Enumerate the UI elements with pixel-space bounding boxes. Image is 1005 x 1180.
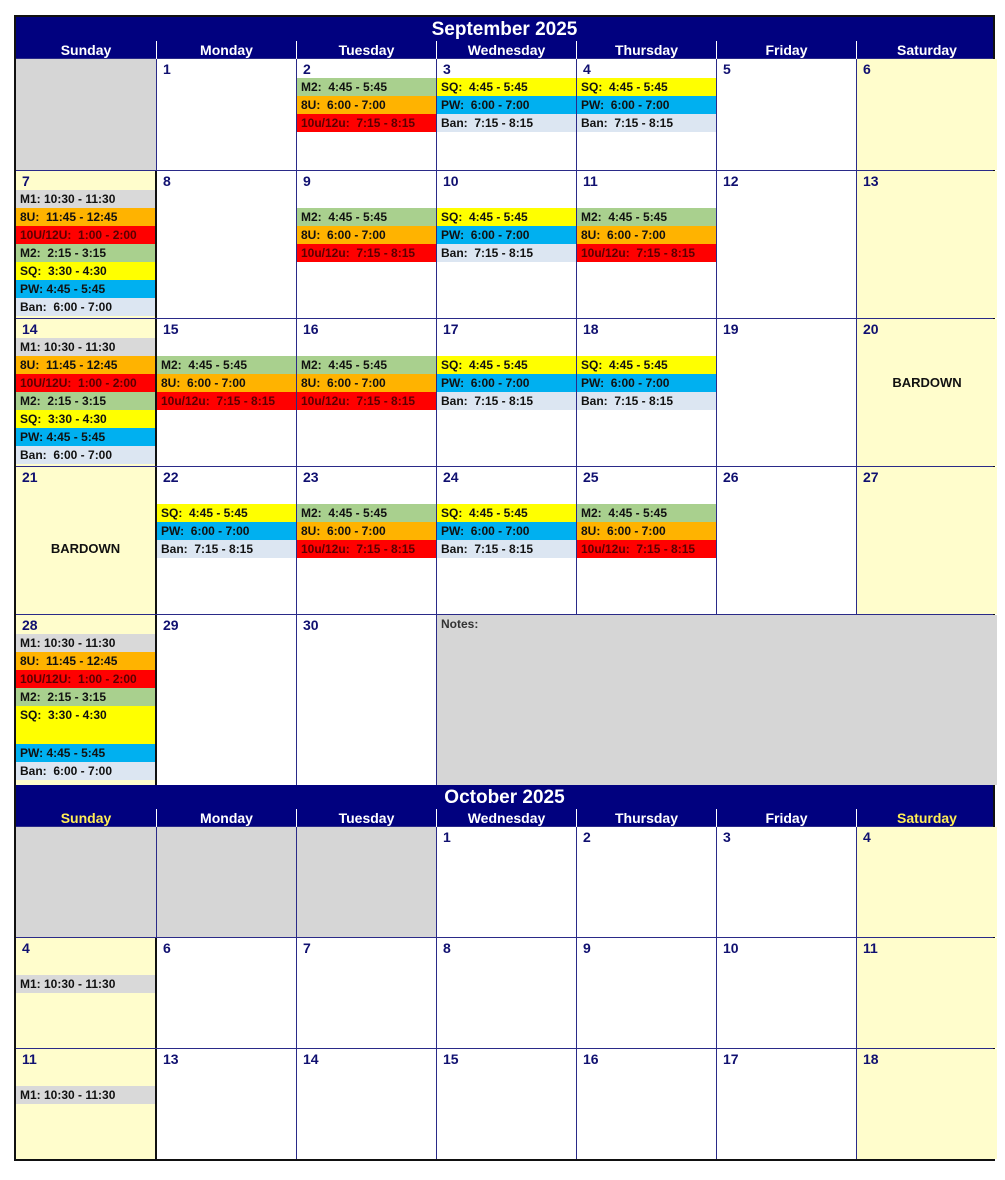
schedule-entry: 10u/12u: 7:15 - 8:15 [577, 540, 716, 558]
schedule-entry: SQ: 4:45 - 5:45 [437, 208, 576, 226]
schedule-entry: 8U: 6:00 - 7:00 [297, 522, 436, 540]
schedule-entry: SQ: 4:45 - 5:45 [157, 504, 296, 522]
day-number: 22 [163, 469, 179, 485]
schedule-entry: Ban: 7:15 - 8:15 [437, 114, 576, 132]
empty-day-cell [16, 827, 157, 937]
day-number: 5 [723, 61, 731, 77]
weekday-header-monday: Monday [157, 41, 297, 59]
weekday-header-tuesday: Tuesday [297, 41, 437, 59]
schedule-entry: PW: 4:45 - 5:45 [16, 280, 155, 298]
day-number: 20 [863, 321, 879, 337]
day-cell [157, 938, 297, 1048]
day-cell [717, 938, 857, 1048]
day-cell [297, 615, 437, 785]
day-number: 11 [863, 940, 878, 956]
schedule-entry: SQ: 4:45 - 5:45 [577, 78, 716, 96]
schedule-entry: M2: 4:45 - 5:45 [157, 356, 296, 374]
weekday-header-thursday: Thursday [577, 809, 717, 827]
schedule-entry: 10u/12u: 7:15 - 8:15 [297, 244, 436, 262]
day-number: 17 [723, 1051, 739, 1067]
schedule-entry: SQ: 4:45 - 5:45 [437, 356, 576, 374]
day-number: 27 [863, 469, 879, 485]
weekday-header-friday: Friday [717, 41, 857, 59]
schedule-entry: M2: 2:15 - 3:15 [16, 244, 155, 262]
week-row [16, 826, 993, 937]
day-cell [16, 938, 157, 1048]
day-number: 29 [163, 617, 179, 633]
day-number: 3 [723, 829, 731, 845]
schedule-entry: 10U/12U: 1:00 - 2:00 [16, 226, 155, 244]
calendar [14, 15, 995, 1161]
schedule-entry: 8U: 6:00 - 7:00 [157, 374, 296, 392]
day-cell [297, 1049, 437, 1159]
day-cell [857, 1049, 997, 1159]
day-cell [297, 59, 437, 170]
week-row [16, 318, 993, 466]
day-cell [857, 827, 997, 937]
weekday-header-monday: Monday [157, 809, 297, 827]
day-cell [297, 171, 437, 318]
schedule-entry: SQ: 4:45 - 5:45 [437, 504, 576, 522]
empty-day-cell [16, 59, 157, 170]
day-number: 30 [303, 617, 319, 633]
schedule-entry: SQ: 4:45 - 5:45 [577, 356, 716, 374]
weekday-header-saturday: Saturday [897, 810, 957, 826]
schedule-entry: PW: 6:00 - 7:00 [157, 522, 296, 540]
schedule-entry: 8U: 6:00 - 7:00 [297, 96, 436, 114]
weekday-header-sunday: Sunday [16, 809, 157, 827]
day-number: 1 [163, 61, 171, 77]
schedule-entry: 10u/12u: 7:15 - 8:15 [577, 244, 716, 262]
day-cell [157, 59, 297, 170]
schedule-entry: PW: 6:00 - 7:00 [437, 96, 576, 114]
day-number: 6 [163, 940, 171, 956]
month-title: October 2025 [16, 785, 993, 809]
day-cell [857, 59, 997, 170]
day-number: 21 [22, 469, 38, 485]
day-number: 8 [163, 173, 171, 189]
day-number: 19 [723, 321, 739, 337]
schedule-entry: M1: 10:30 - 11:30 [16, 190, 155, 208]
day-number: 16 [303, 321, 319, 337]
schedule-entry: Ban: 6:00 - 7:00 [16, 446, 155, 464]
event-note: BARDOWN [892, 375, 962, 390]
day-cell [857, 467, 997, 614]
day-cell [577, 827, 717, 937]
day-cell [717, 171, 857, 318]
day-cell [857, 938, 997, 1048]
day-cell [437, 938, 577, 1048]
weekday-header-saturday: Saturday [897, 42, 957, 58]
schedule-entry: Ban: 7:15 - 8:15 [577, 114, 716, 132]
day-number: 11 [583, 173, 598, 189]
schedule-entry: PW: 4:45 - 5:45 [16, 428, 155, 446]
day-number: 15 [443, 1051, 459, 1067]
week-row [16, 170, 993, 318]
day-cell [577, 171, 717, 318]
day-number: 2 [583, 829, 591, 845]
schedule-entry: M2: 4:45 - 5:45 [297, 78, 436, 96]
day-cell [297, 319, 437, 466]
schedule-entry: SQ: 4:45 - 5:45 [437, 78, 576, 96]
schedule-entry: Ban: 7:15 - 8:15 [437, 244, 576, 262]
day-cell [717, 827, 857, 937]
day-cell [717, 59, 857, 170]
schedule-entry: M2: 2:15 - 3:15 [16, 688, 155, 706]
day-cell [577, 59, 717, 170]
day-number: 16 [583, 1051, 599, 1067]
day-number: 1 [443, 829, 451, 845]
schedule-entry: SQ: 3:30 - 4:30 [16, 410, 155, 428]
schedule-entry: M1: 10:30 - 11:30 [16, 338, 155, 356]
schedule-entry: 8U: 6:00 - 7:00 [297, 226, 436, 244]
day-cell [16, 467, 157, 614]
schedule-entry: M1: 10:30 - 11:30 [16, 634, 155, 652]
schedule-entry: PW: 6:00 - 7:00 [437, 374, 576, 392]
weekday-header-wednesday: Wednesday [437, 809, 577, 827]
schedule-entry: SQ: 3:30 - 4:30 [16, 262, 155, 280]
day-number: 7 [22, 173, 30, 189]
schedule-entry: M2: 4:45 - 5:45 [297, 504, 436, 522]
day-number: 10 [723, 940, 739, 956]
schedule-entry: 10u/12u: 7:15 - 8:15 [157, 392, 296, 410]
weekday-header-row [16, 809, 993, 826]
day-cell [577, 467, 717, 614]
day-cell [157, 1049, 297, 1159]
weekday-header-row [16, 41, 993, 58]
day-number: 2 [303, 61, 311, 77]
day-cell [437, 827, 577, 937]
day-cell [577, 319, 717, 466]
day-number: 13 [163, 1051, 179, 1067]
schedule-entry: 10u/12u: 7:15 - 8:15 [297, 114, 436, 132]
weekday-header-friday: Friday [717, 809, 857, 827]
week-row [16, 466, 993, 614]
notes-area [437, 615, 997, 785]
schedule-entry: PW: 4:45 - 5:45 [16, 744, 155, 762]
schedule-entry: Ban: 7:15 - 8:15 [157, 540, 296, 558]
schedule-entry: 8U: 11:45 - 12:45 [16, 208, 155, 226]
day-cell [157, 615, 297, 785]
day-cell [717, 1049, 857, 1159]
schedule-entry: SQ: 3:30 - 4:30 [16, 706, 155, 744]
schedule-entry: 10U/12U: 1:00 - 2:00 [16, 374, 155, 392]
schedule-entry: Ban: 7:15 - 8:15 [577, 392, 716, 410]
day-cell [16, 615, 157, 785]
week-row [16, 58, 993, 170]
day-cell [717, 467, 857, 614]
day-cell [297, 938, 437, 1048]
weekday-header-sunday: Sunday [16, 41, 157, 59]
day-number: 17 [443, 321, 459, 337]
day-number: 9 [583, 940, 591, 956]
event-note: BARDOWN [50, 541, 121, 556]
schedule-entry: Ban: 6:00 - 7:00 [16, 298, 155, 316]
day-cell [717, 319, 857, 466]
day-number: 25 [583, 469, 599, 485]
schedule-entry: M2: 4:45 - 5:45 [297, 356, 436, 374]
schedule-entry: 8U: 11:45 - 12:45 [16, 652, 155, 670]
day-number: 23 [303, 469, 319, 485]
week-row [16, 614, 993, 785]
day-number: 14 [22, 321, 38, 337]
schedule-entry: M2: 4:45 - 5:45 [297, 208, 436, 226]
day-cell [437, 467, 577, 614]
day-number: 10 [443, 173, 459, 189]
schedule-entry: 10u/12u: 7:15 - 8:15 [297, 540, 436, 558]
day-cell [157, 319, 297, 466]
day-cell [437, 1049, 577, 1159]
schedule-entry: M2: 4:45 - 5:45 [577, 504, 716, 522]
day-number: 26 [723, 469, 739, 485]
schedule-entry: 8U: 6:00 - 7:00 [577, 522, 716, 540]
day-number: 12 [723, 173, 739, 189]
empty-day-cell [157, 827, 297, 937]
day-cell [857, 319, 997, 466]
empty-day-cell [297, 827, 437, 937]
schedule-entry: 8U: 6:00 - 7:00 [577, 226, 716, 244]
schedule-entry: 10U/12U: 1:00 - 2:00 [16, 670, 155, 688]
schedule-entry: PW: 6:00 - 7:00 [577, 374, 716, 392]
day-cell [157, 171, 297, 318]
day-number: 18 [863, 1051, 879, 1067]
schedule-entry: 10u/12u: 7:15 - 8:15 [297, 392, 436, 410]
schedule-entry: M2: 4:45 - 5:45 [577, 208, 716, 226]
schedule-entry: Ban: 7:15 - 8:15 [437, 392, 576, 410]
day-number: 7 [303, 940, 311, 956]
day-cell [437, 59, 577, 170]
day-number: 18 [583, 321, 599, 337]
day-number: 6 [863, 61, 871, 77]
notes-label: Notes: [441, 617, 479, 631]
weekday-header-thursday: Thursday [577, 41, 717, 59]
schedule-entry: 8U: 6:00 - 7:00 [297, 374, 436, 392]
day-cell [16, 319, 157, 466]
month-title: September 2025 [16, 17, 993, 41]
day-cell [437, 171, 577, 318]
weekday-header-tuesday: Tuesday [297, 809, 437, 827]
schedule-entry: Ban: 6:00 - 7:00 [16, 762, 155, 780]
day-cell [16, 171, 157, 318]
day-number: 4 [22, 940, 30, 956]
day-number: 8 [443, 940, 451, 956]
day-cell [577, 938, 717, 1048]
day-cell [157, 467, 297, 614]
weekday-header-wednesday: Wednesday [437, 41, 577, 59]
schedule-entry: PW: 6:00 - 7:00 [437, 522, 576, 540]
day-cell [857, 171, 997, 318]
schedule-entry: M1: 10:30 - 11:30 [16, 1086, 155, 1104]
day-number: 13 [863, 173, 879, 189]
schedule-entry: M1: 10:30 - 11:30 [16, 975, 155, 993]
day-number: 15 [163, 321, 179, 337]
week-row [16, 1048, 993, 1159]
day-number: 11 [22, 1051, 37, 1067]
schedule-entry: PW: 6:00 - 7:00 [437, 226, 576, 244]
day-cell [16, 1049, 157, 1159]
day-number: 4 [863, 829, 871, 845]
week-row [16, 937, 993, 1048]
day-number: 9 [303, 173, 311, 189]
day-cell [577, 1049, 717, 1159]
day-number: 14 [303, 1051, 319, 1067]
day-number: 3 [443, 61, 451, 77]
day-cell [437, 319, 577, 466]
day-number: 4 [583, 61, 591, 77]
schedule-entry: Ban: 7:15 - 8:15 [437, 540, 576, 558]
day-number: 24 [443, 469, 459, 485]
day-cell [297, 467, 437, 614]
day-number: 28 [22, 617, 38, 633]
schedule-entry: PW: 6:00 - 7:00 [577, 96, 716, 114]
schedule-entry: 8U: 11:45 - 12:45 [16, 356, 155, 374]
schedule-entry: M2: 2:15 - 3:15 [16, 392, 155, 410]
